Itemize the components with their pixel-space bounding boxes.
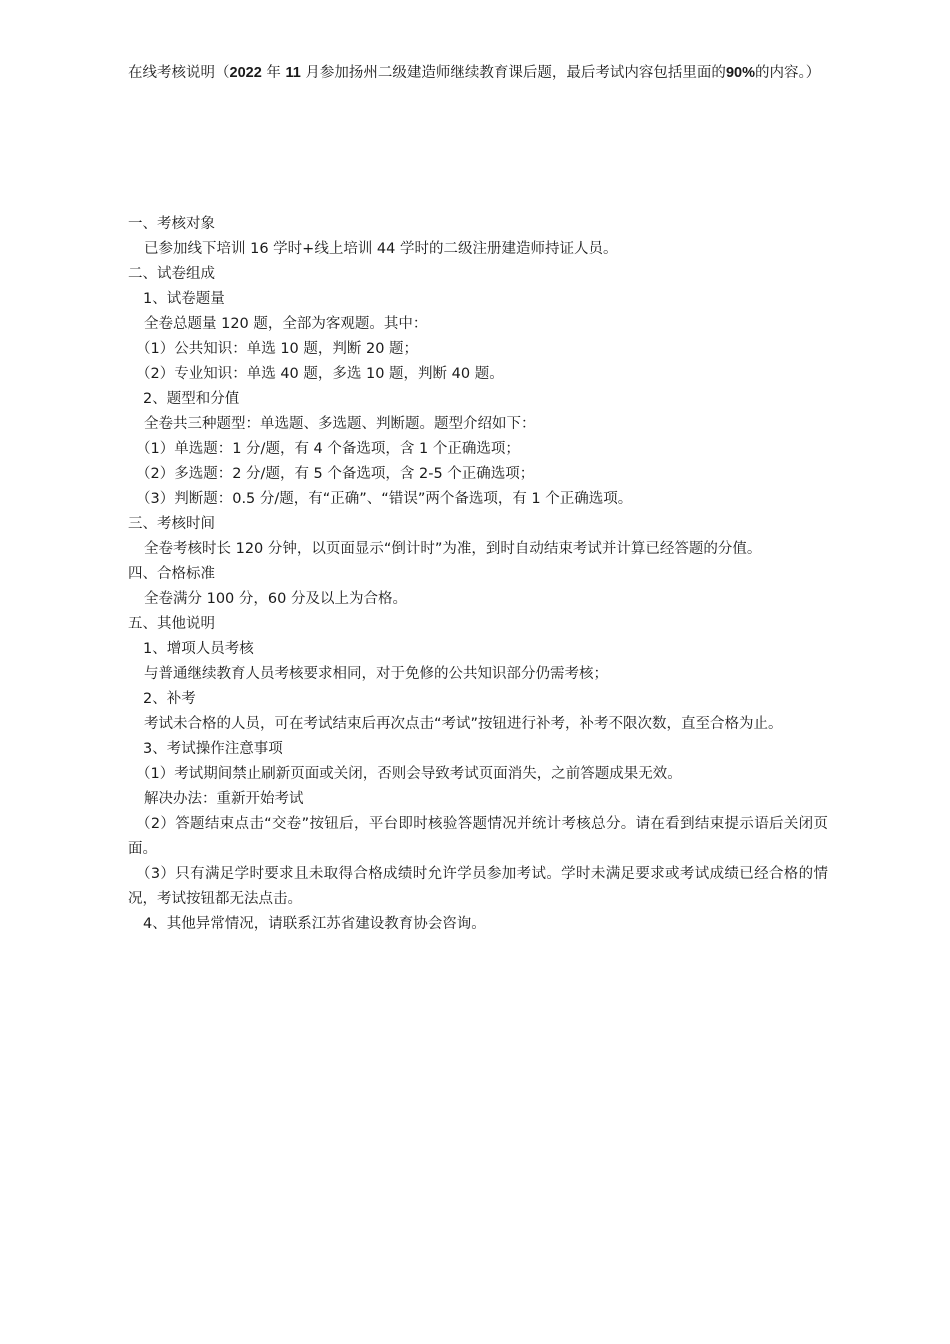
section-3-text: 全卷考核时长 120 分钟，以页面显示“倒计时”为准，到时自动结束考试并计算已经答题的分值。 (144, 541, 762, 557)
header-text-2: 年 (261, 65, 286, 81)
section-5-3-item-c: （3）只有满足学时要求且未取得合格成绩时允许学员参加考试。学时未满足要求或考试成绩已经合格的情况，考试按钮都无法点击。 (128, 866, 828, 907)
section-4-title: 四、合格标准 (128, 566, 215, 582)
section-1-text: 已参加线下培训 16 学时+线上培训 44 学时的二级注册建造师持证人员。 (144, 241, 618, 257)
header-year: 2022 (229, 65, 262, 81)
header-percent: 90% (725, 65, 755, 81)
document-header (128, 60, 828, 86)
document-body (128, 212, 828, 937)
section-5-4: 4、其他异常情况，请联系江苏省建设教育协会咨询。 (143, 916, 486, 932)
section-1-title: 一、考核对象 (128, 216, 215, 232)
section-4-text: 全卷满分 100 分，60 分及以上为合格。 (144, 591, 407, 607)
section-2-1-text: 全卷总题量 120 题，全部为客观题。其中： (144, 316, 428, 332)
section-5-2-title: 2、补考 (143, 691, 196, 707)
section-2-2-text: 全卷共三种题型：单选题、多选题、判断题。题型介绍如下： (144, 416, 536, 432)
section-5-1-title: 1、增项人员考核 (143, 641, 254, 657)
section-2-title: 二、试卷组成 (128, 266, 215, 282)
section-2-1-item-a: （1）公共知识：单选 10 题，判断 20 题； (136, 341, 419, 357)
section-2-2-item-c: （3）判断题：0.5 分/题，有“正确”、“错误”两个备选项，有 1 个正确选项。 (136, 491, 633, 507)
section-2-1-title: 1、试卷题量 (143, 291, 225, 307)
section-5-2-text: 考试未合格的人员，可在考试结束后再次点击“考试”按钮进行补考，补考不限次数，直至合格为止。 (144, 716, 783, 732)
section-2-2-item-b: （2）多选题：2 分/题，有 5 个备选项，含 2-5 个正确选项； (136, 466, 535, 482)
header-text-3: 月参加扬州二级建造师继续教育课后题，最后考试内容包括里面的 (300, 65, 726, 81)
section-2-2-item-a: （1）单选题：1 分/题，有 4 个备选项，含 1 个正确选项； (136, 441, 520, 457)
section-5-3-item-b: （2）答题结束点击“交卷”按钮后，平台即时核验答题情况并统计考核总分。请在看到结束提示语后关闭页面。 (128, 816, 828, 857)
header-text-1: 在线考核说明（ (128, 65, 230, 81)
header-month: 11 (285, 65, 301, 81)
section-2-1-item-b: （2）专业知识：单选 40 题，多选 10 题，判断 40 题。 (136, 366, 504, 382)
section-5-3-title: 3、考试操作注意事项 (143, 741, 283, 757)
section-3-title: 三、考核时间 (128, 516, 215, 532)
section-5-1-text: 与普通继续教育人员考核要求相同，对于免修的公共知识部分仍需考核； (144, 666, 608, 682)
section-2-2-title: 2、题型和分值 (143, 391, 240, 407)
section-5-title: 五、其他说明 (128, 616, 215, 632)
section-5-3-fix: 解决办法：重新开始考试 (144, 791, 304, 807)
section-5-3-item-a: （1）考试期间禁止刷新页面或关闭，否则会导致考试页面消失，之前答题成果无效。 (136, 766, 682, 782)
header-text-4: 的内容。） (754, 65, 821, 81)
